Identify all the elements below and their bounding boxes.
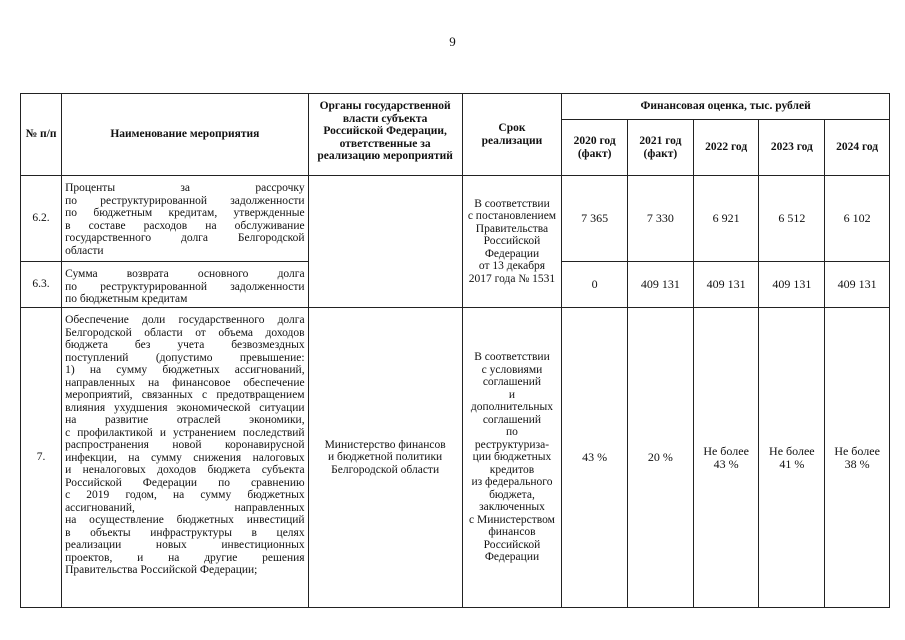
header-term bbox=[462, 94, 562, 176]
text-line: с 2019 годом, на сумму бюджетных bbox=[65, 489, 305, 501]
measures-table bbox=[20, 93, 890, 608]
text-line: власти субъекта bbox=[342, 112, 428, 125]
row-number: 6.2. bbox=[21, 176, 62, 262]
page-number: 9 bbox=[449, 34, 456, 49]
text-line: поступлений (допустимо превышение: bbox=[65, 351, 305, 364]
text-line: 2021 год bbox=[639, 135, 682, 147]
text-line: ции бюджетных bbox=[472, 451, 552, 464]
header-year-2023 bbox=[759, 120, 825, 176]
text-line: В соответствии bbox=[474, 197, 550, 210]
text-line: и неналоговых доходов бюджета субъекта bbox=[65, 464, 305, 476]
text-line: по реструктурированной задолженности bbox=[65, 280, 305, 293]
measure-name bbox=[62, 176, 309, 262]
text-line: Федерации bbox=[484, 247, 540, 260]
value-2021 bbox=[628, 308, 694, 608]
text-line: по бюджетным кредитам, утвержденные bbox=[65, 207, 305, 219]
value-2022: 6 921 bbox=[693, 176, 759, 262]
text-line: 38 % bbox=[844, 456, 870, 471]
text-line: 20 % bbox=[647, 450, 673, 465]
text-line: Органы государственной bbox=[319, 100, 451, 112]
text-line: Не более bbox=[703, 444, 749, 458]
text-line: (факт) bbox=[577, 147, 612, 160]
text-line: Сумма возврата основного долга bbox=[65, 268, 305, 280]
text-line: инфекции, на сумму снижения налоговых bbox=[65, 451, 305, 464]
text-line: по реструктурированной задолженности bbox=[65, 194, 305, 207]
value-2020: 0 bbox=[562, 262, 628, 308]
header-finance: Финансовая оценка, тыс. рублей bbox=[562, 94, 890, 120]
text-line: государственного долга Белгородской bbox=[65, 232, 305, 244]
text-line: Белгородской области bbox=[331, 463, 440, 476]
text-line: ассигнований, направленных bbox=[65, 501, 305, 514]
text-line: соглашений bbox=[482, 376, 542, 389]
row-number: 7. bbox=[21, 308, 62, 608]
text-line: Обеспечение доли государственного долга bbox=[65, 314, 305, 326]
text-line: по бюджетным кредитам bbox=[65, 293, 188, 305]
header-org bbox=[308, 94, 462, 176]
value-2023 bbox=[759, 308, 825, 608]
text-line: Правительства Российской Федерации; bbox=[65, 564, 258, 576]
text-line: 2017 года № 1531 bbox=[468, 272, 556, 285]
header-year-2024 bbox=[825, 120, 890, 176]
header-year-2020 bbox=[562, 120, 628, 176]
text-line: и бюджетной политики bbox=[328, 451, 443, 464]
text-line: области bbox=[65, 244, 104, 257]
text-line: кредитов bbox=[489, 463, 535, 476]
text-line: бюджета, bbox=[489, 488, 535, 501]
text-line: 43 % bbox=[582, 450, 608, 465]
text-line: 1) на сумму бюджетных ассигнований, bbox=[65, 364, 305, 376]
header-num: № п/п bbox=[21, 94, 62, 176]
header-row-1 bbox=[21, 94, 890, 120]
text-line: мероприятий, связанных с предотвращением bbox=[65, 389, 305, 401]
text-line: (факт) bbox=[643, 147, 678, 160]
text-line: Российской Федерации по сравнению bbox=[65, 476, 305, 489]
text-line: влияния ухудшения экономической ситуации bbox=[65, 401, 305, 414]
text-line: реструктуриза- bbox=[474, 438, 550, 451]
text-line: Федерации bbox=[484, 551, 540, 564]
value-2024: 409 131 bbox=[825, 262, 890, 308]
value-2023: 6 512 bbox=[759, 176, 825, 262]
header-year-2022 bbox=[693, 120, 759, 176]
text-line: реализацию мероприятий bbox=[317, 150, 453, 162]
text-line: Правительства bbox=[475, 222, 549, 235]
text-line: в составе расходов на обслуживание bbox=[65, 219, 305, 232]
text-line: 2023 год bbox=[770, 141, 813, 154]
text-line: из федерального bbox=[471, 476, 553, 489]
value-2021: 7 330 bbox=[628, 176, 694, 262]
text-line: в объекты инфраструктуры в целях bbox=[65, 526, 305, 539]
row-number: 6.3. bbox=[21, 262, 62, 308]
org-cell-empty bbox=[308, 176, 462, 308]
value-2022: 409 131 bbox=[693, 262, 759, 308]
org-cell bbox=[308, 308, 462, 608]
text-line: Министерство финансов bbox=[324, 438, 446, 451]
text-line: от 13 декабря bbox=[478, 260, 546, 273]
table-row-6-2 bbox=[21, 176, 890, 262]
text-line: Срок bbox=[498, 122, 526, 134]
value-2020 bbox=[562, 308, 628, 608]
text-line: финансов bbox=[488, 526, 536, 539]
text-line: реализации bbox=[481, 134, 543, 147]
text-line: 2020 год bbox=[573, 135, 616, 147]
text-line: В соответствии bbox=[474, 351, 550, 364]
text-line: 2022 год bbox=[705, 141, 748, 154]
term-cell bbox=[462, 308, 562, 608]
value-2024 bbox=[825, 308, 890, 608]
text-line: Белгородской области от объема доходов bbox=[65, 326, 305, 339]
text-line: 41 % bbox=[779, 456, 805, 471]
value-2021: 409 131 bbox=[628, 262, 694, 308]
text-line: Не более bbox=[769, 444, 815, 458]
text-line: на развитие отраслей экономики, bbox=[65, 414, 305, 426]
text-line: Не более bbox=[834, 444, 880, 458]
text-line: проектов, и на другие решения bbox=[65, 551, 305, 564]
text-line: и bbox=[508, 388, 516, 401]
text-line: ответственные за bbox=[339, 137, 431, 150]
value-2024: 6 102 bbox=[825, 176, 890, 262]
text-line: соглашений bbox=[482, 413, 542, 426]
text-line: дополнительных bbox=[470, 401, 554, 414]
term-cell bbox=[462, 176, 562, 308]
text-line: Российской bbox=[483, 538, 541, 551]
text-line: распространения новой коронавирусной bbox=[65, 439, 305, 451]
header-name: Наименование мероприятия bbox=[62, 94, 309, 176]
text-line: реализации новых инвестиционных bbox=[65, 539, 305, 551]
text-line: 2024 год bbox=[836, 141, 879, 154]
text-line: с Министерством bbox=[468, 513, 555, 526]
value-2022 bbox=[693, 308, 759, 608]
table-row-7 bbox=[21, 308, 890, 608]
measure-name bbox=[62, 262, 309, 308]
value-2020: 7 365 bbox=[562, 176, 628, 262]
text-line: Российской Федерации, bbox=[323, 125, 447, 137]
text-line: бюджета без учета безвозмездных bbox=[65, 339, 305, 351]
header-year-2021 bbox=[628, 120, 694, 176]
value-2023: 409 131 bbox=[759, 262, 825, 308]
text-line: на осуществление бюджетных инвестиций bbox=[65, 514, 305, 526]
text-line: с постановлением bbox=[467, 210, 557, 223]
text-line: с профилактикой и устранением последствий bbox=[65, 426, 305, 439]
text-line: с условиями bbox=[481, 363, 543, 376]
text-line: 43 % bbox=[713, 456, 739, 471]
text-line: направленных на финансовое обеспечение bbox=[65, 376, 305, 389]
text-line: Российской bbox=[483, 235, 541, 248]
text-line: по bbox=[506, 426, 518, 439]
text-line: заключенных bbox=[479, 501, 545, 514]
text-line: Проценты за рассрочку bbox=[65, 182, 305, 194]
measure-name bbox=[62, 308, 309, 608]
